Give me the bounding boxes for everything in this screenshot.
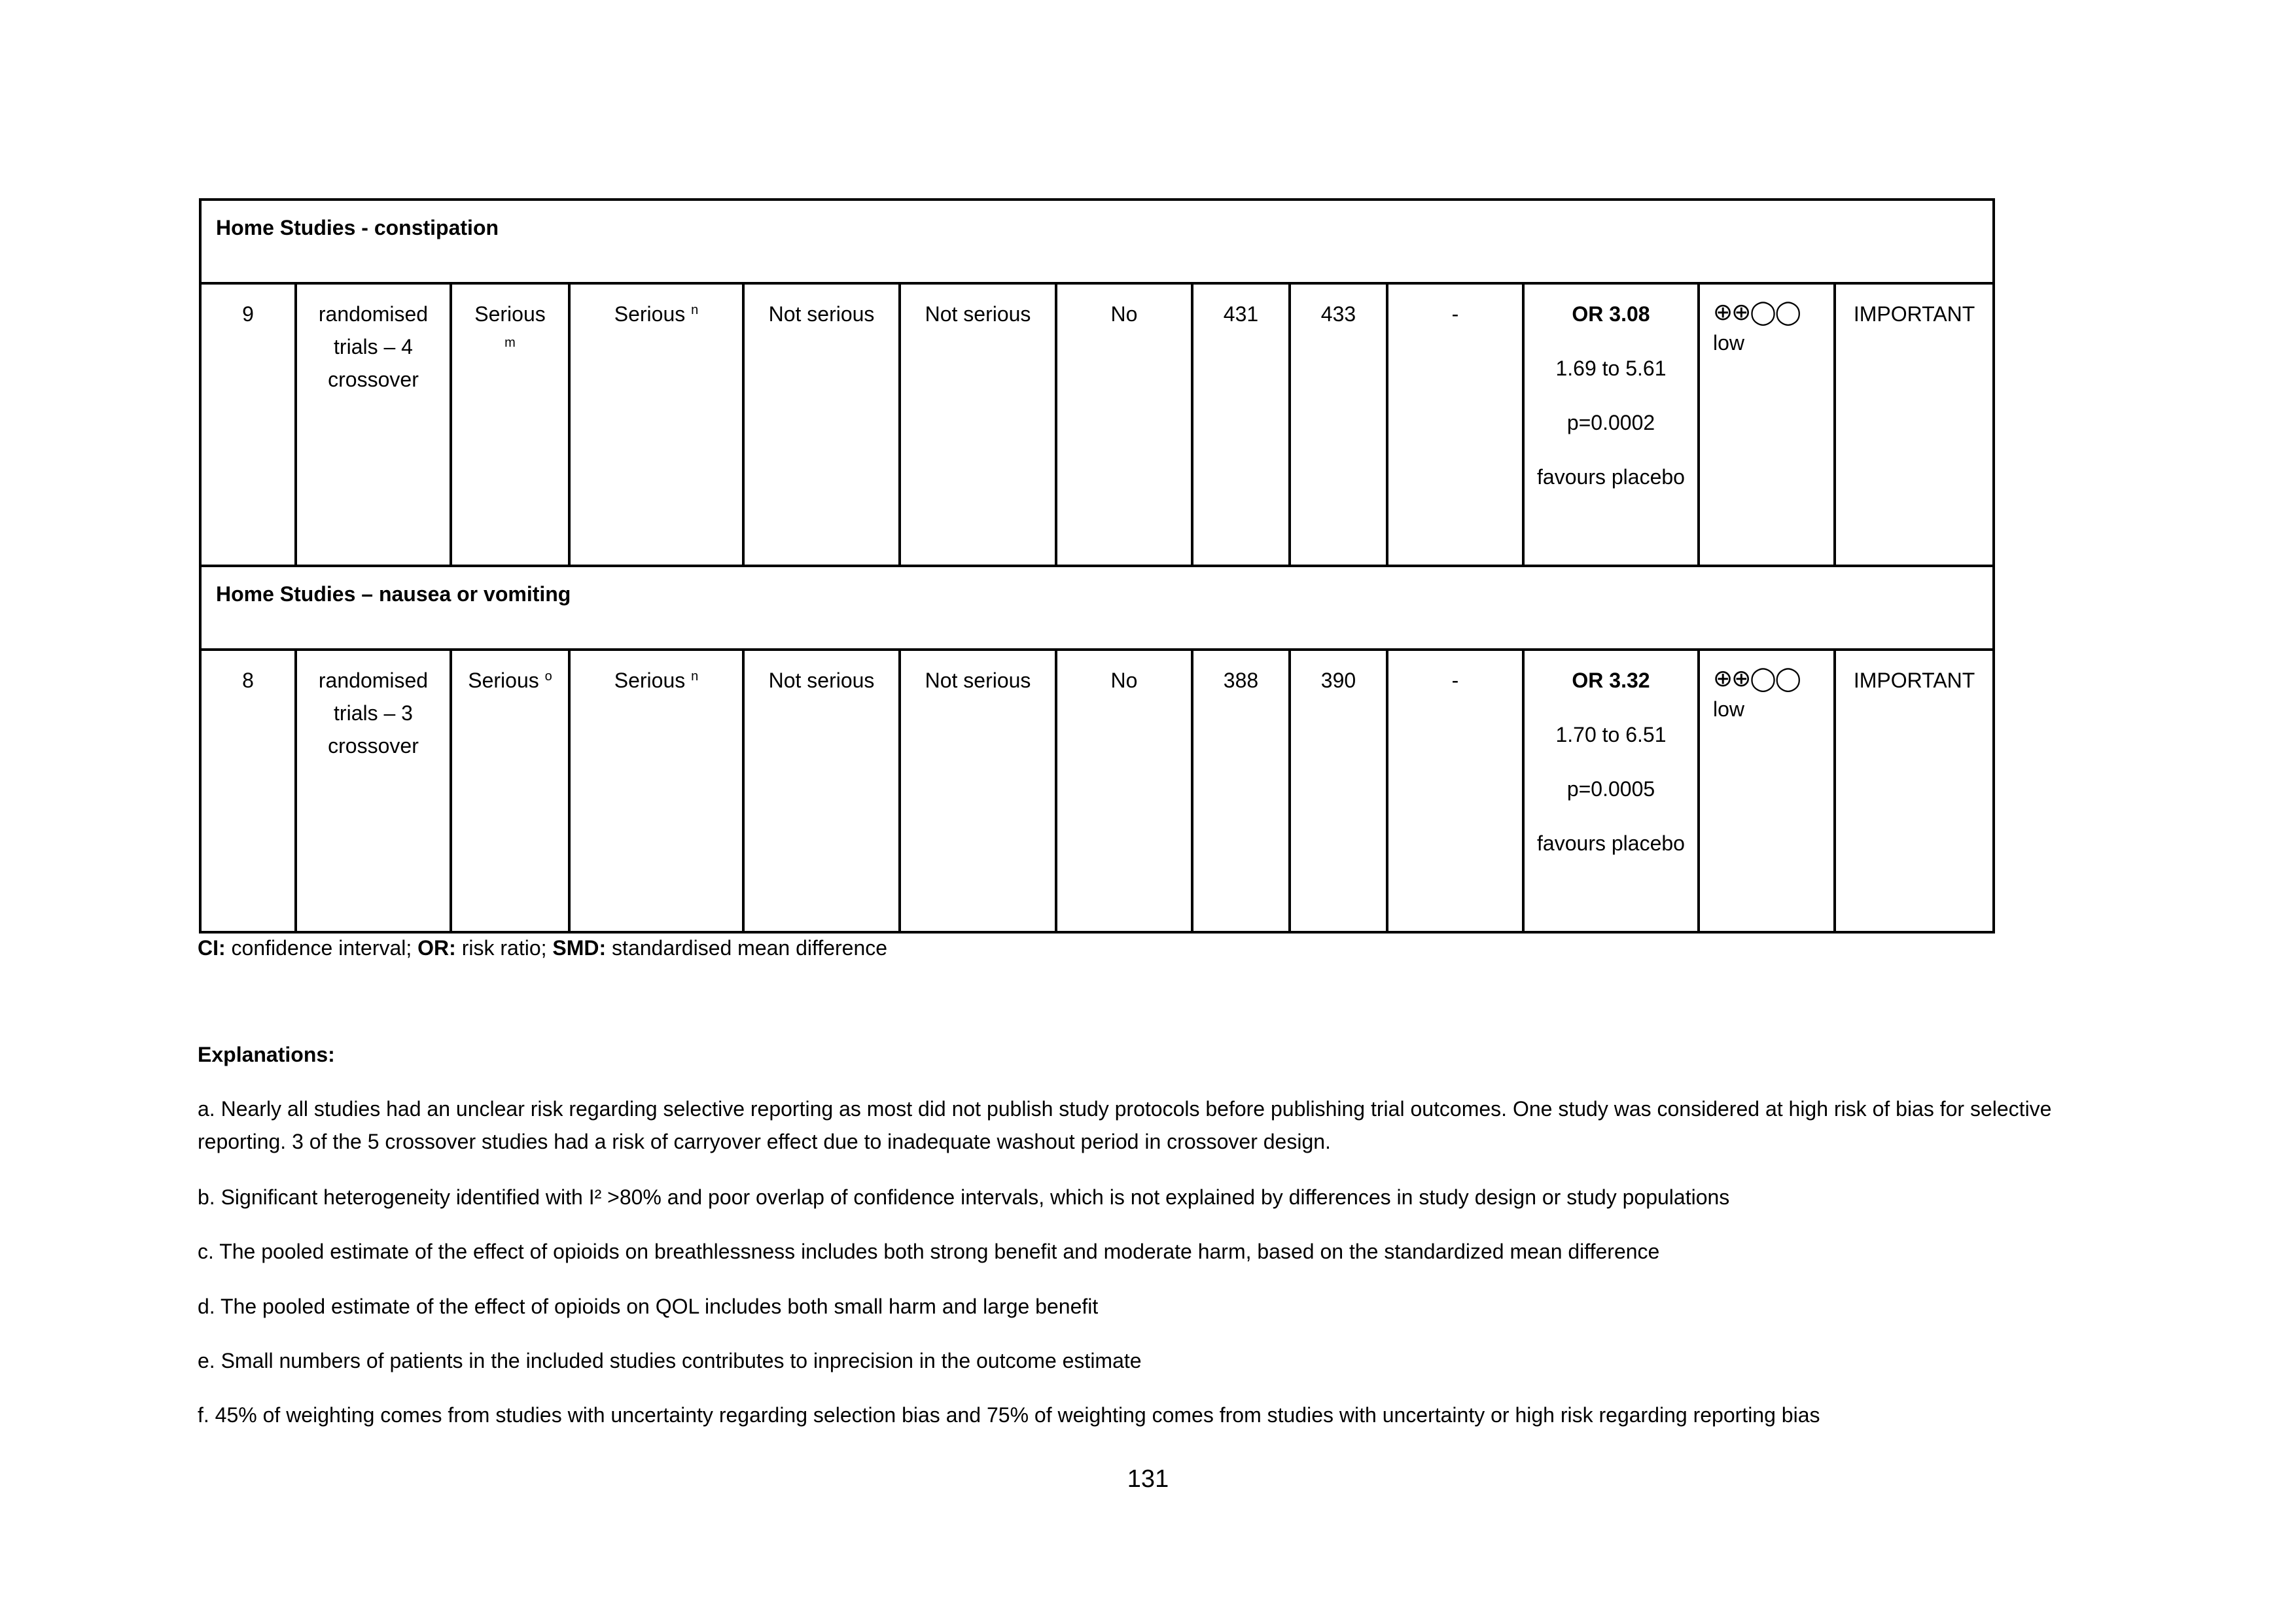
cell-intervention-n: 431 (1192, 283, 1290, 566)
section-header-row (200, 566, 1994, 650)
effect-ci: 1.70 to 6.51 (1555, 723, 1667, 746)
footnote-marker: o (544, 669, 552, 684)
page-number: 131 (1127, 1465, 1169, 1493)
abbr-ci-label: CI: (198, 936, 226, 960)
certainty-label: low (1713, 331, 1745, 355)
abbr-smd-text: standardised mean difference (606, 936, 888, 960)
cell-importance: IMPORTANT (1835, 650, 1994, 932)
cell-certainty (1699, 283, 1835, 566)
footnote-marker: n (691, 669, 699, 684)
explanation-a: a. Nearly all studies had an unclear risk regarding selective reporting as most did not publish study protocols before publishing trial outcomes. One study was considered at high risk of bias for selective reporting. 3 of the 5 crossover studies had a risk of carryover effect due to inadequate washout period in crossover design. (198, 1097, 2052, 1153)
cell-risk-of-bias (451, 283, 569, 566)
table-row (200, 283, 1994, 566)
section-title: Home Studies - constipation (200, 200, 1994, 283)
cell-study-design: randomised trials – 4 crossover (296, 283, 451, 566)
inconsistency-text: Serious (614, 302, 686, 326)
cell-control-n: 390 (1290, 650, 1387, 932)
abbr-ci-text: confidence interval; (225, 936, 418, 960)
cell-certainty (1699, 650, 1835, 932)
inconsistency-text: Serious (614, 669, 686, 692)
cell-intervention-n: 388 (1192, 650, 1290, 932)
section-header-row (200, 200, 1994, 283)
section-title: Home Studies – nausea or vomiting (200, 566, 1994, 650)
footnote-marker: n (691, 303, 699, 317)
abbr-smd-label: SMD: (552, 936, 607, 960)
footnote-marker: m (504, 336, 516, 350)
certainty-rating-icon: ⊕⊕◯◯ (1713, 298, 1800, 325)
grade-evidence-table (199, 198, 1995, 934)
cell-imprecision: Not serious (900, 283, 1056, 566)
risk-of-bias-text: Serious (468, 669, 539, 692)
abbreviations-footnote (198, 932, 887, 964)
effect-estimate: OR 3.32 (1572, 669, 1650, 692)
effect-estimate: OR 3.08 (1572, 302, 1650, 326)
explanation-e: e. Small numbers of patients in the included studies contributes to inprecision in the outcome estimate (198, 1349, 1142, 1372)
effect-p-value: p=0.0002 (1566, 411, 1655, 434)
effect-ci: 1.69 to 5.61 (1555, 357, 1667, 380)
cell-risk-of-bias (451, 650, 569, 932)
cell-study-design: randomised trials – 3 crossover (296, 650, 451, 932)
cell-control-n: 433 (1290, 283, 1387, 566)
cell-other-considerations: No (1056, 283, 1192, 566)
abbr-or-text: risk ratio; (455, 936, 553, 960)
cell-relative-effect: - (1387, 283, 1523, 566)
cell-relative-effect: - (1387, 650, 1523, 932)
cell-number-of-studies: 8 (200, 650, 296, 932)
explanation-b: b. Significant heterogeneity identified with I² >80% and poor overlap of confidence intervals, which is not explained by differences in study design or study populations (198, 1185, 1730, 1209)
effect-direction: favours placebo (1537, 465, 1685, 489)
effect-direction: favours placebo (1537, 831, 1685, 855)
explanation-d: d. The pooled estimate of the effect of opioids on QOL includes both small harm and large benefit (198, 1295, 1099, 1318)
cell-importance: IMPORTANT (1835, 283, 1994, 566)
cell-imprecision: Not serious (900, 650, 1056, 932)
table-row (200, 650, 1994, 932)
cell-effect (1523, 283, 1699, 566)
cell-number-of-studies: 9 (200, 283, 296, 566)
explanation-c: c. The pooled estimate of the effect of opioids on breathlessness includes both strong benefit and moderate harm, based on the standardized mean difference (198, 1240, 1660, 1263)
cell-other-considerations: No (1056, 650, 1192, 932)
certainty-label: low (1713, 697, 1745, 721)
abbr-or-label: OR: (417, 936, 456, 960)
cell-effect (1523, 650, 1699, 932)
cell-inconsistency (569, 283, 743, 566)
cell-inconsistency (569, 650, 743, 932)
cell-indirectness: Not serious (743, 650, 900, 932)
explanation-f: f. 45% of weighting comes from studies with uncertainty regarding selection bias and 75% of weighting comes from studies with uncertainty or high risk regarding reporting bias (198, 1403, 1820, 1427)
certainty-rating-icon: ⊕⊕◯◯ (1713, 665, 1800, 691)
effect-p-value: p=0.0005 (1566, 777, 1655, 801)
cell-indirectness: Not serious (743, 283, 900, 566)
explanations-heading: Explanations: (198, 1043, 335, 1066)
risk-of-bias-text: Serious (474, 302, 546, 326)
